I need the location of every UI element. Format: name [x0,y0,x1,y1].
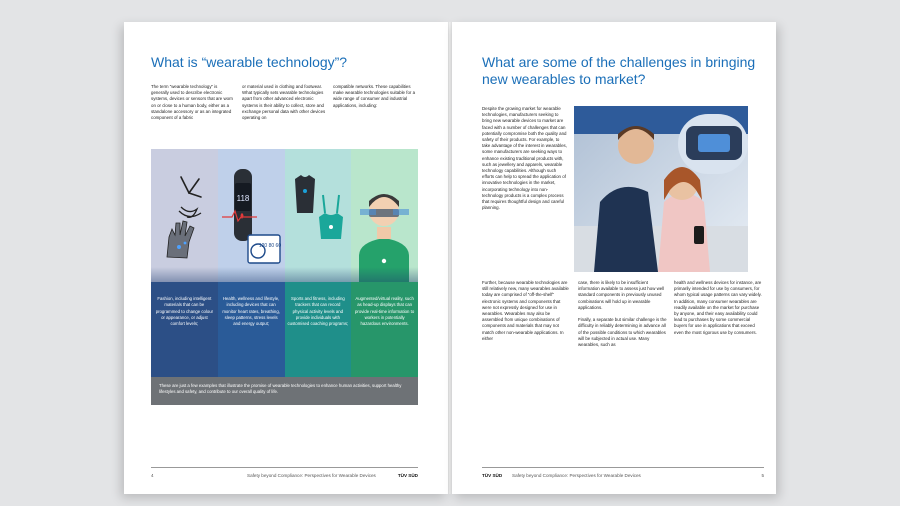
right-page [452,22,776,494]
intro-text [151,84,418,121]
smart-shirt-icon [285,149,351,282]
monitor-readout: 120 80 60 [258,243,281,249]
text-column: health and wellness devices for instance, are primarily intended for use by consumers, for whom typical usage patterns can vary widely. In addition, many consumer wearables are readily available on the market for purchase by anyone, and their easy availability could lead to purchases by some commercial buyers for use in applications that exceed even the most rigorous use by consumers. [674,280,762,335]
page-number: 5 [761,473,764,478]
text-column: or material used in clothing and footwear. What typically sets wearable technologies apart from other advanced electronic systems is their ability to collect, store and exchange personal data with other devices operating on [242,84,326,121]
infographic-caption: These are just a few examples that illustrate the promise of wearable technologies to enhance human activities, support healthy lifestyles and safety, and contribute to our overall quality of life. [151,377,418,405]
text-column: case, there is likely to be insufficient information available to assess just how well standard components in previously unused combinations will hold up in wearable applications. Finally, a separate but similar challenge is the difficulty in reliably determining in advance all of the possible conditions to which wearables will be subjected in actual use. Many wearables, such as [578,280,667,348]
health-illustration [218,149,285,282]
fashion-illustration [151,149,218,282]
page-number: 4 [151,473,154,478]
intro-text [482,106,568,211]
page-title: What are some of the challenges in bringing new wearables to market? [482,54,756,87]
fashion-panel [151,149,218,405]
fitness-band-icon [218,149,284,282]
left-page [124,22,448,494]
page-footer [151,467,418,485]
health-panel [218,149,285,405]
text-column: compatible networks. These capabilities make wearable technologies suitable for a wide range of consumer and industrial applications, including: [333,84,416,108]
page-footer [482,467,764,485]
ar-vr-panel [351,149,418,405]
body-text [482,280,764,348]
sports-illustration [285,149,352,282]
health-text: Health, wellness and lifestyle, including devices that can monitor heart rates, breathing, sleep patterns, stress levels and energy output; [218,282,285,377]
vr-headset-icon [351,149,417,282]
footer-title: Safety beyond Compliance: Perspectives for Wearable Devices [247,473,376,478]
store-photo [574,106,748,272]
ar-vr-text: Augmented/virtual reality, such as head-up displays that can provide real-time information to workers in potentially hazardous environments. [351,282,418,377]
store-photo-image [574,106,748,272]
footer-brand: TÜV SÜD [482,473,503,478]
text-column: The term “wearable technology” is generally used to describe electronic systems, devices or sensors that are worn on or close to a human body, either as a standalone accessory or as an integrated component of a fabric [151,84,233,121]
text-column: Despite the growing market for wearable technologies, manufacturers seeking to bring new wearable devices to market are faced with a number of challenges that can potentially compromise both the quality and safety of their products. For example, to take advantage of the interest in wearables, some manufacturers are seeking ways to enhance existing traditional products with, such as jewellery and apparels, wearable technology capabilities. Although such efforts can help to spread the application of innovative technologies in the market, incorporating technology into non-technology products is a complex process that requires thoughtful design and careful planning. [482,106,567,211]
sports-panel [285,149,352,405]
footer-title: Safety beyond Compliance: Perspectives for Wearable Devices [512,473,641,478]
wearables-infographic [151,149,418,405]
glove-icon [151,149,217,282]
band-display-readout: 118 [236,194,250,203]
sports-text: Sports and fitness, including trackers that can record physical activity levels and provide individuals with customised coaching programs; [285,282,352,377]
page-title: What is “wearable technology”? [151,54,348,70]
text-column: Further, because wearable technologies are still relatively new, many wearables available today are comprised of “off-the-shelf” electronic systems and components that were not expressly designed for use in wearables. Wearables may also be assembled from unique combinations of components and materials that may not match other non-wearable applications. In either [482,280,569,341]
footer-brand: TÜV SÜD [397,473,418,478]
fashion-text: Fashion, including intelligent materials that can be programmed to change colour or appearance, or adjust comfort levels; [151,282,218,377]
ar-vr-illustration [351,149,418,282]
